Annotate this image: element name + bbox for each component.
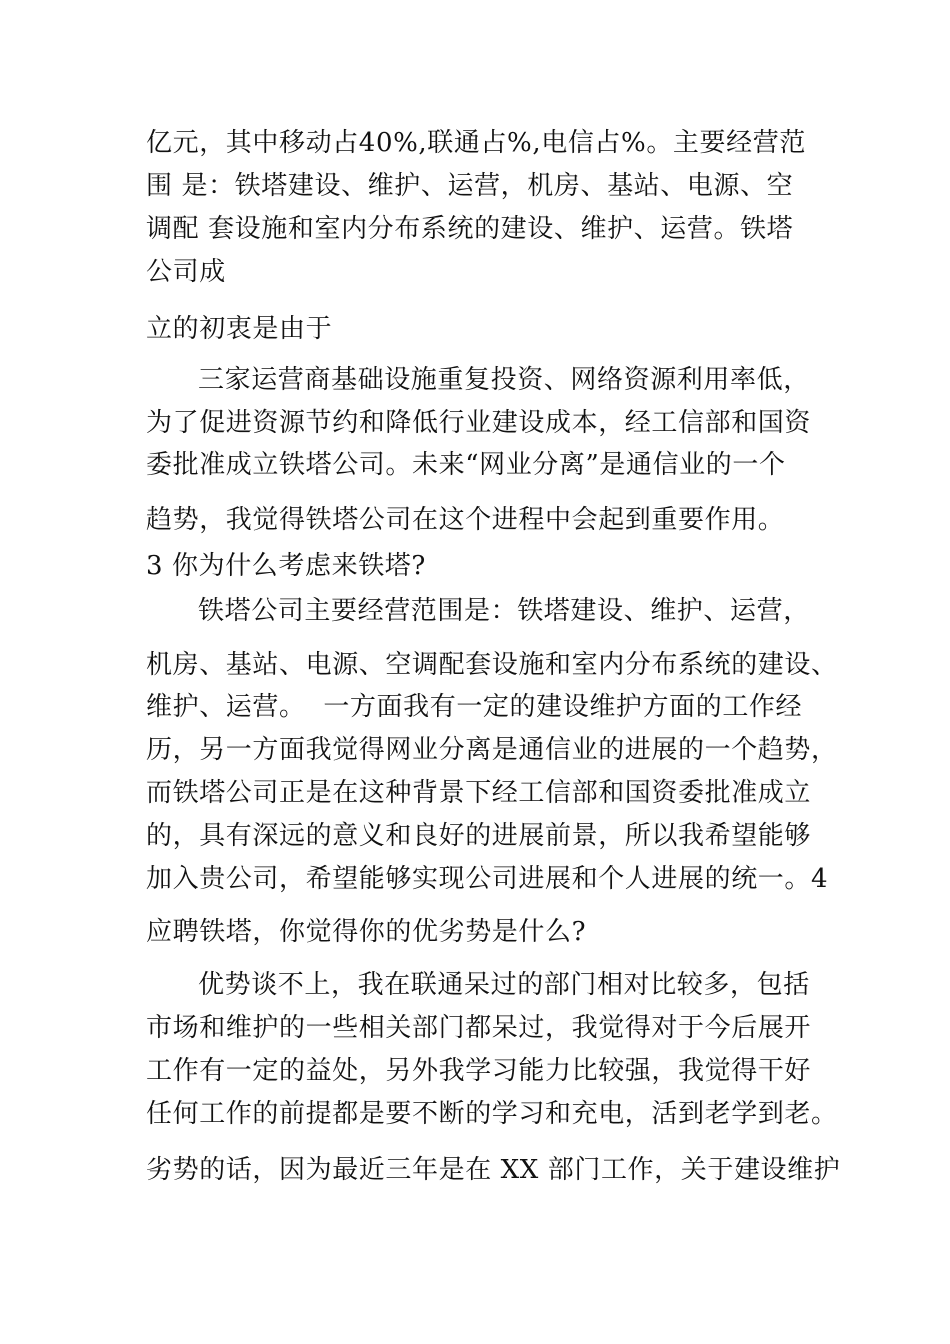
text-line: 趋势，我觉得铁塔公司在这个进程中会起到重要作用。 (146, 505, 785, 535)
text-line: 任何工作的前提都是要不断的学习和充电，活到老学到老。 (146, 1099, 838, 1129)
text-line: 公司成 (146, 257, 226, 287)
text-line: 三家运营商基础设施重复投资、网络资源利用率低， (198, 365, 810, 395)
text-line: 优势谈不上，我在联通呆过的部门相对比较多，包括 (198, 970, 810, 1000)
text-line: 历，另一方面我觉得网业分离是通信业的进展的一个趋势， (146, 735, 838, 765)
section-heading: 应聘铁塔，你觉得你的优劣势是什么? (146, 917, 587, 947)
text-line: 铁塔公司主要经营范围是：铁塔建设、维护、运营， (198, 596, 810, 626)
text-line: 为了促进资源节约和降低行业建设成本，经工信部和国资 (146, 408, 812, 438)
text-line: 加入贵公司，希望能够实现公司进展和个人进展的统一。4 (146, 864, 829, 894)
text-line: 围 是：铁塔建设、维护、运营，机房、基站、电源、空 (146, 171, 794, 201)
text-line: 调配 套设施和室内分布系统的建设、维护、运营。铁塔 (146, 214, 794, 244)
text-line: 委批准成立铁塔公司。未来“网业分离”是通信业的一个 (146, 450, 786, 480)
section-heading: 3 你为什么考虑来铁塔? (146, 551, 426, 581)
text-line: 亿元，其中移动占40%,联通占%,电信占%。主要经营范 (146, 128, 806, 158)
text-line: 的，具有深远的意义和良好的进展前景，所以我希望能够 (146, 821, 812, 851)
text-line: 维护、运营。 一方面我有一定的建设维护方面的工作经 (146, 692, 803, 722)
text-line: 立的初衷是由于 (146, 314, 333, 344)
text-line: 而铁塔公司正是在这种背景下经工信部和国资委批准成立 (146, 778, 812, 808)
text-line: 工作有一定的益处，另外我学习能力比较强，我觉得干好 (146, 1056, 812, 1086)
text-line: 机房、基站、电源、空调配套设施和室内分布系统的建设、 (146, 650, 838, 680)
text-line: 劣势的话，因为最近三年是在 XX 部门工作，关于建设维护 (146, 1155, 841, 1185)
text-line: 市场和维护的一些相关部门都呆过，我觉得对于今后展开 (146, 1013, 812, 1043)
